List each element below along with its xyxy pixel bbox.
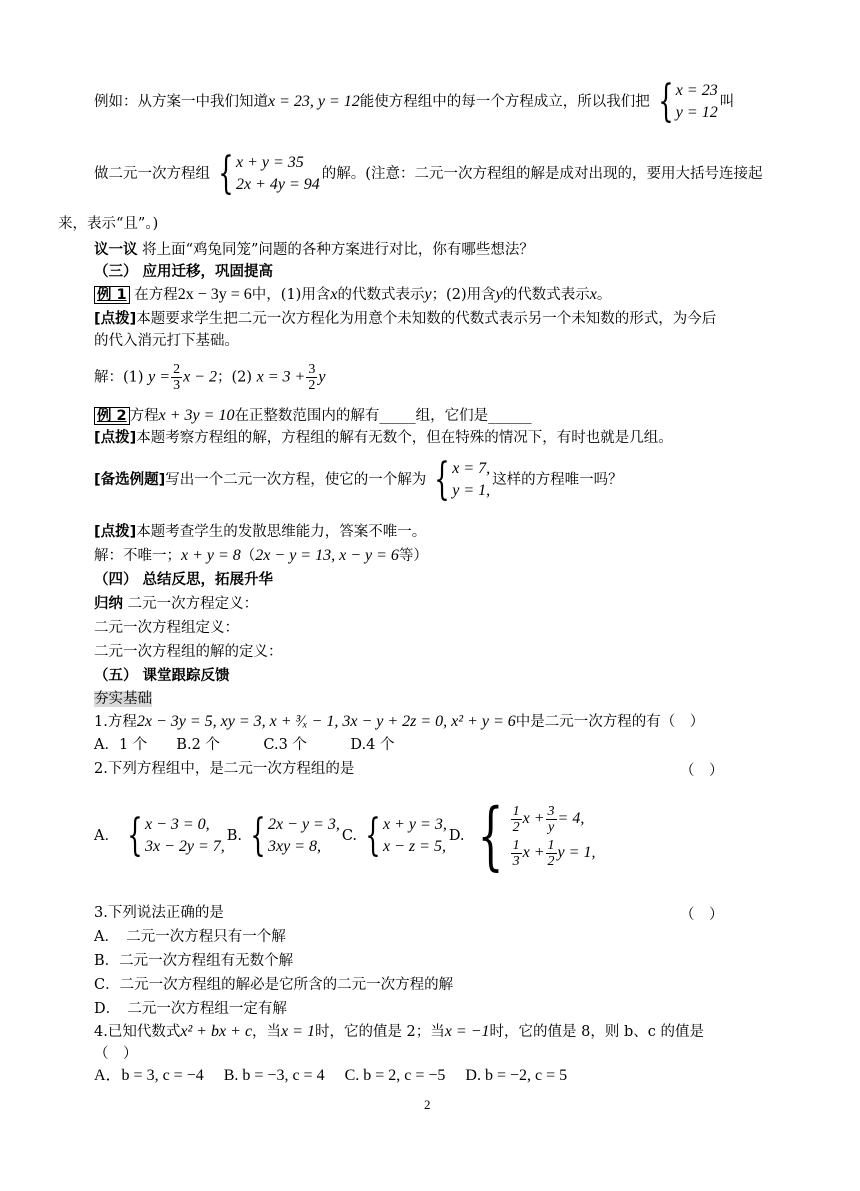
summary-line-2: 二元一次方程组定义： <box>94 620 239 636</box>
text: 做二元一次方程组 <box>94 166 210 182</box>
option-label: A． <box>94 828 119 844</box>
example-label: 例 1 <box>94 286 130 304</box>
equation <box>510 836 596 870</box>
option-label: C. <box>341 828 358 844</box>
math-expr: x − 2 <box>183 368 217 386</box>
math-expr: x = 1 <box>281 1023 315 1040</box>
text: 在正整数范围内的解有_____组，它们是______ <box>234 408 532 424</box>
math-var: x <box>330 286 338 303</box>
question-3-option-b: B．二元一次方程组有无数个解 <box>94 953 294 969</box>
equation: 3x − 2y = 7, <box>144 838 225 855</box>
discuss-label: 议一议 <box>94 242 138 258</box>
page-number: 2 <box>424 1097 431 1112</box>
math-var: y <box>495 286 503 303</box>
section-4-heading: （四） 总结反思，拓展升华 <box>94 572 274 588</box>
equation-system: { x + y = 35 2x + 4y = 94 <box>218 148 320 199</box>
summary-line-3: 二元一次方程组的解的定义： <box>94 644 283 660</box>
text: （ <box>240 548 256 564</box>
example-2 <box>94 406 532 426</box>
answer-paren: （ ） <box>680 907 724 923</box>
math-expr: x + <box>522 844 545 861</box>
math-expr: y = <box>148 368 171 386</box>
fraction <box>306 362 317 393</box>
numerator: 3 <box>308 362 316 377</box>
equation-system: { x − 3 = 0, 3x − 2y = 7, <box>127 810 225 861</box>
option-label: D. <box>448 828 465 844</box>
equation-system: { x = 23 y = 12 <box>658 76 718 127</box>
equation: 3xy = 8, <box>268 838 322 855</box>
solution-1 <box>94 362 325 393</box>
math-expr: 2x − 3y = 5, xy = 3, x + ³⁄ₓ − 1, 3x − y + 2z = 0, x² + y = 6 <box>136 713 516 730</box>
question-1 <box>94 712 704 732</box>
text: 叫 <box>719 94 735 110</box>
text: 的代数式表示 <box>337 287 425 303</box>
question-1-options: A．1 个 B.2 个 C.3 个 D.4 个 <box>94 737 395 753</box>
text: ，当 <box>252 1024 282 1040</box>
math-var: y <box>318 368 326 386</box>
hint-2 <box>94 428 673 448</box>
text: 的解。(注意：二元一次方程组的解是成对出现的，要用大括号连接起 <box>321 166 763 182</box>
equation: y = 12 <box>675 104 718 121</box>
text: ；(2)用含 <box>431 287 496 303</box>
math-expr: x = 3 + <box>256 368 306 386</box>
question-4 <box>94 1022 704 1042</box>
fraction <box>171 362 182 393</box>
question-4-options: A．b = 3, c = −4 B. b = −3, c = 4 C. b = 2, c = −5 D. b = −2, c = 5 <box>94 1067 568 1084</box>
math-expr: 2x − 3y = 6 <box>177 286 252 303</box>
equation: x − 3 = 0, <box>144 816 210 833</box>
equation: x = 7, <box>452 460 491 477</box>
text: 将上面“鸡兔同笼”问题的各种方案进行对比，你有哪些想法？ <box>142 242 534 258</box>
numerator: 3 <box>547 803 555 819</box>
text: 能使方程组中的每一个方程成立，所以我们把 <box>359 94 650 110</box>
text: 等） <box>398 548 428 564</box>
hint-1-line-2: 的代入消元打下基础。 <box>94 333 239 349</box>
numerator: 1 <box>512 803 520 819</box>
spare-example <box>94 454 623 505</box>
equation: 2x + 4y = 94 <box>236 176 320 193</box>
text: 1.方程 <box>94 714 137 730</box>
math-expr: x² + bx + c <box>180 1023 253 1040</box>
text: 时，它的值是 8，则 b、c 的值是 <box>489 1024 704 1040</box>
question-4-paren: （ ） <box>94 1046 138 1062</box>
para-2-line-1 <box>94 148 763 199</box>
hint-label: [点拨] <box>94 311 137 327</box>
numerator: 1 <box>547 837 555 853</box>
math-expr: x = 23, y = 12 <box>268 93 360 110</box>
text: 中是二元一次方程的有（ ） <box>515 714 705 730</box>
base-heading <box>94 689 152 709</box>
para-1-line-1 <box>94 76 735 127</box>
math-var: x <box>589 286 597 303</box>
summary-label: 归纳 <box>94 596 123 612</box>
option-label: B. <box>226 828 243 844</box>
section-3-heading: （三） 应用迁移，巩固提高 <box>94 264 274 280</box>
text: 中，(1)用含 <box>251 287 331 303</box>
question-3: 3.下列说法正确的是 <box>94 905 224 921</box>
para-2-line-2: 来，表示“且”。) <box>58 216 159 232</box>
math-expr: x + <box>522 810 545 827</box>
text: 本题考查学生的发散思维能力，答案不唯一。 <box>136 524 427 540</box>
text: 4.已知代数式 <box>94 1024 181 1040</box>
math-expr: x + 3y = 10 <box>158 407 235 424</box>
question-3-option-a: A． 二元一次方程只有一个解 <box>94 929 286 945</box>
question-3-option-d: D． 二元一次方程组一定有解 <box>94 1001 287 1017</box>
example-label: 例 2 <box>94 407 130 425</box>
question-2: 2.下列方程组中，是二元一次方程组的是 <box>94 761 355 777</box>
math-expr: x + y = 8 <box>181 547 241 564</box>
text: 方程 <box>129 408 159 424</box>
text: 本题要求学生把二元一次方程化为用意个未知数的代数式表示另一个未知数的形式，为今后 <box>136 311 717 327</box>
text: 的代数式表示 <box>502 287 590 303</box>
denominator: 2 <box>512 819 520 835</box>
text: 本题考察方程组的解，方程组的解有无数个，但在特殊的情况下，有时也就是几组。 <box>136 430 673 446</box>
spare-example-label: [备选例题] <box>94 472 166 488</box>
text: 在方程 <box>134 287 178 303</box>
text: 这样的方程唯一吗？ <box>492 472 623 488</box>
equation-system: { $\frac{1}{2}$ x + $\frac{3}{y}$ = 4, $\frac{1}{3}$ x + $\frac{1}{2}$ y = 1, <box>477 793 596 879</box>
summary-line-1 <box>94 594 258 614</box>
equation: 2x − y = 3, <box>268 816 340 833</box>
equation-system: { x = 7, y = 1, <box>434 454 491 505</box>
text: 解：(1) <box>94 369 144 386</box>
math-expr: x = −1 <box>444 1023 490 1040</box>
answer-paren: （ ） <box>680 763 724 779</box>
question-2-options <box>94 793 597 879</box>
denominator: 2 <box>308 378 316 393</box>
denominator: y <box>547 819 555 835</box>
text: 写出一个二元一次方程，使它的一个解为 <box>165 472 427 488</box>
math-expr: y = 1, <box>557 844 596 861</box>
equation: x + y = 3, <box>383 816 447 833</box>
example-1 <box>94 285 611 305</box>
hint-label: [点拨] <box>94 524 137 540</box>
question-3-option-c: C．二元一次方程组的解必是它所含的二元一次方程的解 <box>94 977 454 993</box>
equation: x + y = 35 <box>236 154 304 171</box>
solution-3 <box>94 546 428 566</box>
equation-system: { 2x − y = 3, 3xy = 8, <box>250 810 340 861</box>
equation <box>510 802 596 836</box>
base-label: 夯实基础 <box>94 691 152 707</box>
text: 例如：从方案一中我们知道 <box>94 94 268 110</box>
numerator: 1 <box>512 837 520 853</box>
text: 。 <box>596 287 612 303</box>
discuss-line <box>94 240 534 260</box>
denominator: 2 <box>547 853 555 869</box>
section-5-heading: （五） 课堂跟踪反馈 <box>94 668 230 684</box>
denominator: 3 <box>512 853 520 869</box>
equation: x = 23 <box>675 82 718 99</box>
denominator: 3 <box>173 378 181 393</box>
numerator: 2 <box>173 362 181 377</box>
hint-1-line-1 <box>94 309 716 329</box>
hint-label: [点拨] <box>94 430 137 446</box>
math-expr: = 4, <box>557 810 585 827</box>
equation: x − z = 5, <box>383 838 446 855</box>
math-var: y <box>424 286 432 303</box>
hint-3 <box>94 522 426 542</box>
equation-system: { x + y = 3, x − z = 5, <box>365 810 447 861</box>
equation: y = 1, <box>452 482 491 499</box>
text: 解：不唯一； <box>94 548 181 564</box>
text: 二元一次方程定义： <box>127 596 259 612</box>
math-expr: 2x − y = 13, x − y = 6 <box>255 547 399 564</box>
text: 时，它的值是 2；当 <box>314 1024 445 1040</box>
text: ；(2) <box>216 369 253 386</box>
